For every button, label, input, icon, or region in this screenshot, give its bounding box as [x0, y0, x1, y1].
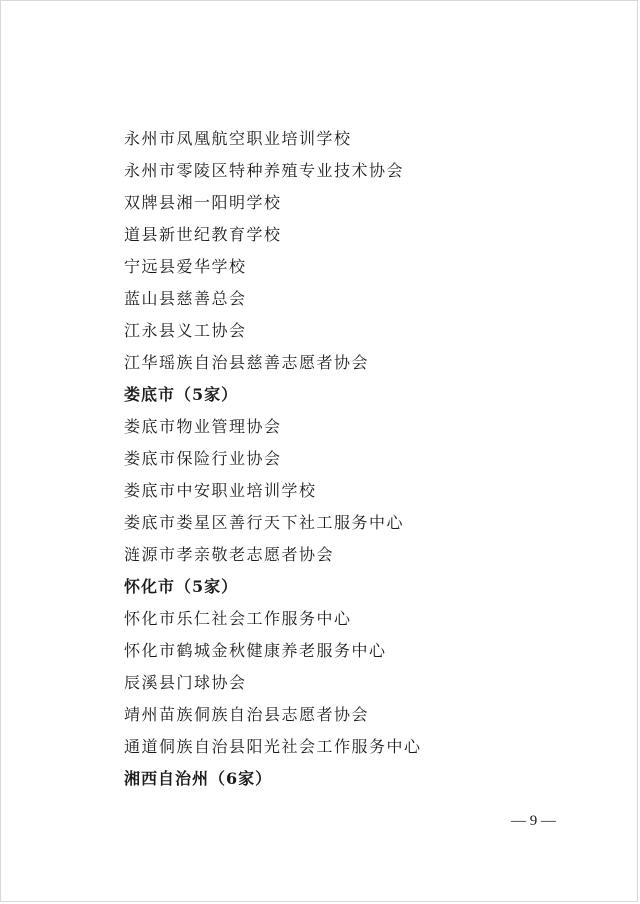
- organization-name: 江永县义工协会: [124, 321, 247, 340]
- section-heading: 怀化市（5家）: [124, 577, 239, 596]
- organization-name: 蓝山县慈善总会: [124, 289, 247, 308]
- organization-name: 宁远县爱华学校: [124, 257, 247, 276]
- organization-list: [124, 123, 564, 795]
- organization-name: 娄底市保险行业协会: [124, 449, 282, 468]
- organization-name: 娄底市物业管理协会: [124, 417, 282, 436]
- section-heading: 湘西自治州（6家）: [124, 769, 273, 788]
- organization-name: 怀化市鹤城金秋健康养老服务中心: [124, 641, 387, 660]
- organization-name: 怀化市乐仁社会工作服务中心: [124, 609, 352, 628]
- section-heading: 娄底市（5家）: [124, 385, 239, 404]
- organization-name: 娄底市中安职业培训学校: [124, 481, 317, 500]
- organization-name: 通道侗族自治县阳光社会工作服务中心: [124, 737, 422, 756]
- page-number: — 9 —: [511, 813, 556, 829]
- organization-name: 涟源市孝亲敬老志愿者协会: [124, 545, 335, 564]
- organization-name: 靖州苗族侗族自治县志愿者协会: [124, 705, 370, 724]
- organization-name: 道县新世纪教育学校: [124, 225, 282, 244]
- organization-name: 永州市凤凰航空职业培训学校: [124, 129, 352, 148]
- organization-name: 辰溪县门球协会: [124, 673, 247, 692]
- organization-name: 永州市零陵区特种养殖专业技术协会: [124, 161, 405, 180]
- organization-name: 江华瑶族自治县慈善志愿者协会: [124, 353, 370, 372]
- organization-name: 双牌县湘一阳明学校: [124, 193, 282, 212]
- organization-name: 娄底市娄星区善行天下社工服务中心: [124, 513, 405, 532]
